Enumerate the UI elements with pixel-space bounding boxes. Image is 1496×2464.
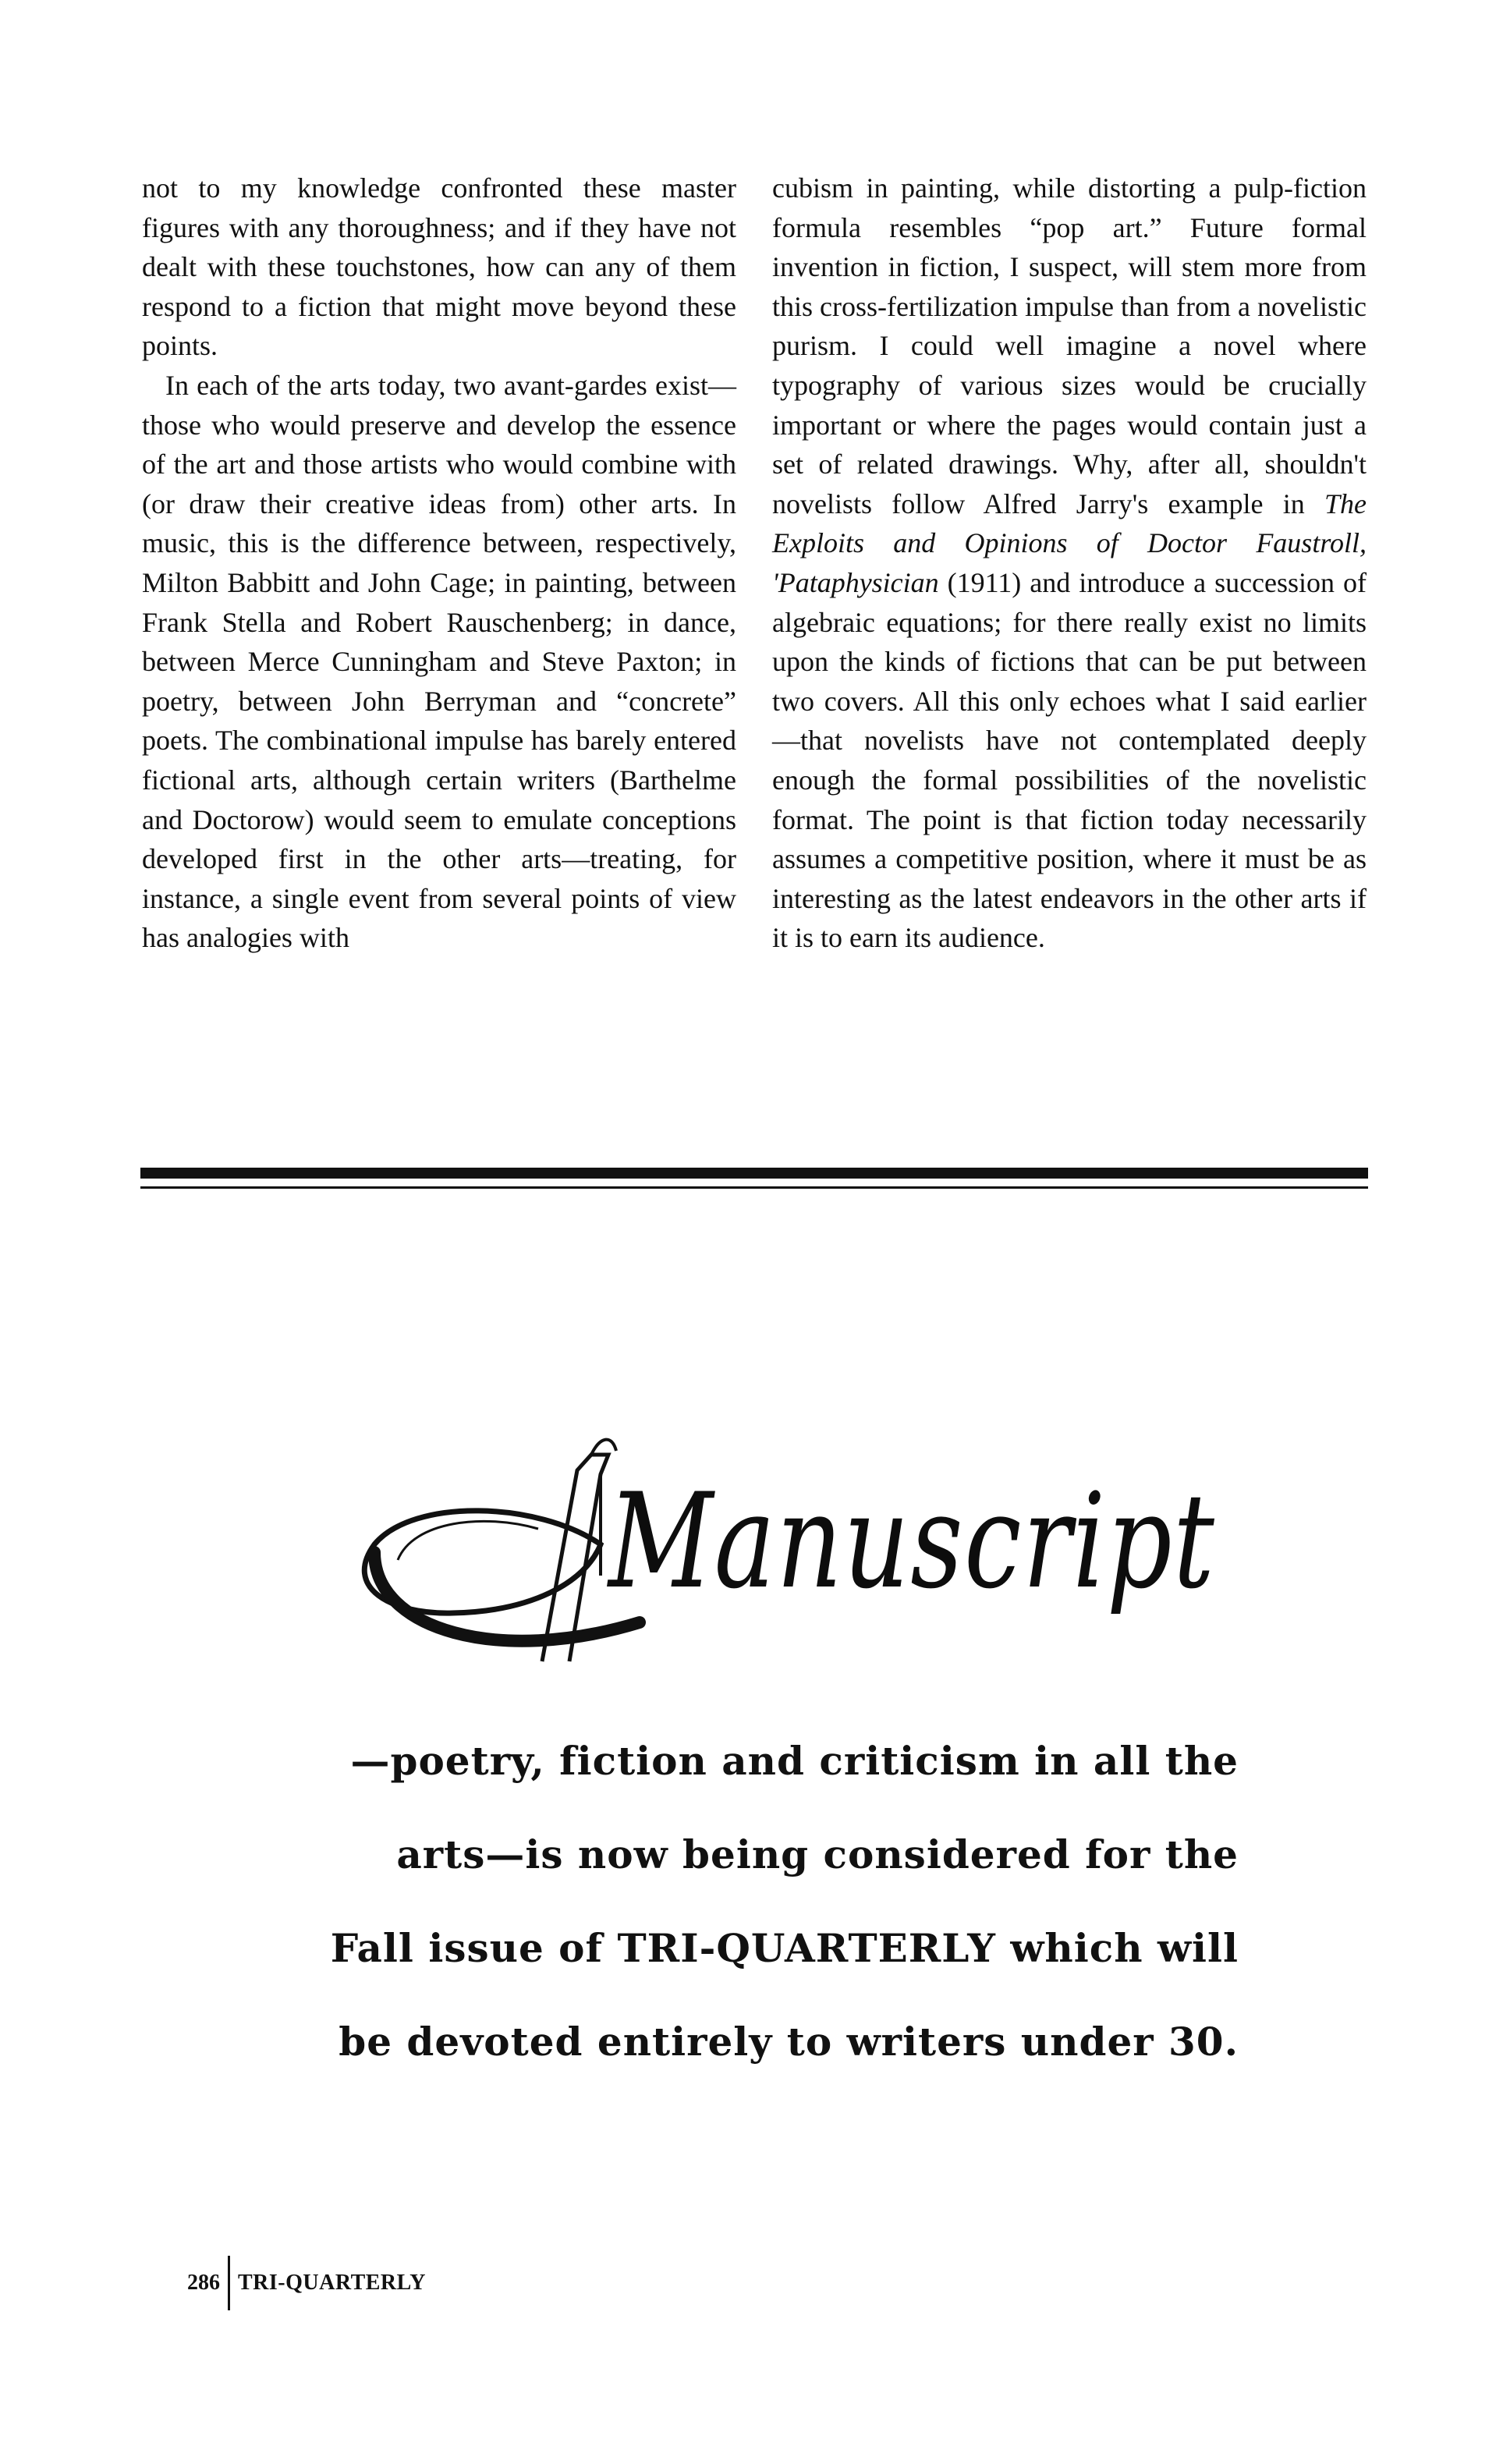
article-text: (1911) and introduce a succession of algebraic equations; for there really exist no limits upon the kinds of fictions that can be put between two covers. All this only echoes what I said earlier—that novelists have not contemplated deeply enough the formal possibilities of the novelistic format. The point is that fiction today necessarily assumes a competitive position, where it must be as interesting as the latest endeavors in the other arts if it is to earn its audience. [772,566,1367,954]
section-divider-thin [140,1186,1368,1189]
article-paragraph: not to my knowledge confronted these master figures with any thoroughness; and if they have not dealt with these touchstones, how can any of them respond to a fiction that might move beyond these points. [142,172,736,362]
book-title: The Exploits and Opinions of Doctor Faustroll, 'Pataphysician [772,487,1367,598]
announcement-line: arts—is now being considered for the [396,1831,1239,1877]
masthead-wordmark: Manuscript [608,1465,1216,1618]
submission-announcement [225,1714,1239,2089]
announcement-line: be devoted entirely to writers under 30. [339,2019,1239,2065]
section-divider-thick [140,1168,1368,1179]
article-paragraph: In each of the arts today, two avant-gardes exist—those who would preserve and develop the essence of the art and those artists who would combine with (or draw their creative ideas from) other arts. In music, this is the difference between, respectively, Milton Babbitt and John Cage; in painting, between Frank Stella and Robert Rauschenberg; in dance, between Merce Cunningham and Steve Paxton; in poetry, between John Berryman and “concrete” poets. The combinational impulse has barely entered fictional arts, although certain writers (Barthelme and Doctorow) would seem to emulate conceptions developed first in the other arts—treating, for instance, a single event from several points of view has analogies with [142,369,736,954]
article-left-column [142,168,736,958]
page-footer [187,2256,426,2310]
publication-name: TRI-QUARTERLY [238,2271,426,2295]
footer-separator [228,2256,230,2310]
announcement-line: Fall issue of TRI-QUARTERLY which will [330,1925,1239,1971]
announcement-line: —poetry, fiction and criticism in all the [350,1738,1239,1784]
article-text: cubism in painting, while distorting a pulp-fiction formula resembles “pop art.” Future formal invention in fiction, I suspect, will stem more from this cross-fertilization impulse than from a novelistic purism. I could well imagine a novel where typography of various sizes would be crucially important or where the pages would contain just a set of related drawings. Why, after all, shouldn't novelists follow Alfred Jarry's example in [772,172,1367,519]
article-right-column [772,168,1367,958]
page-number: 286 [187,2271,220,2295]
manuscript-masthead [343,1427,1248,1685]
article-paragraph [772,168,1367,958]
